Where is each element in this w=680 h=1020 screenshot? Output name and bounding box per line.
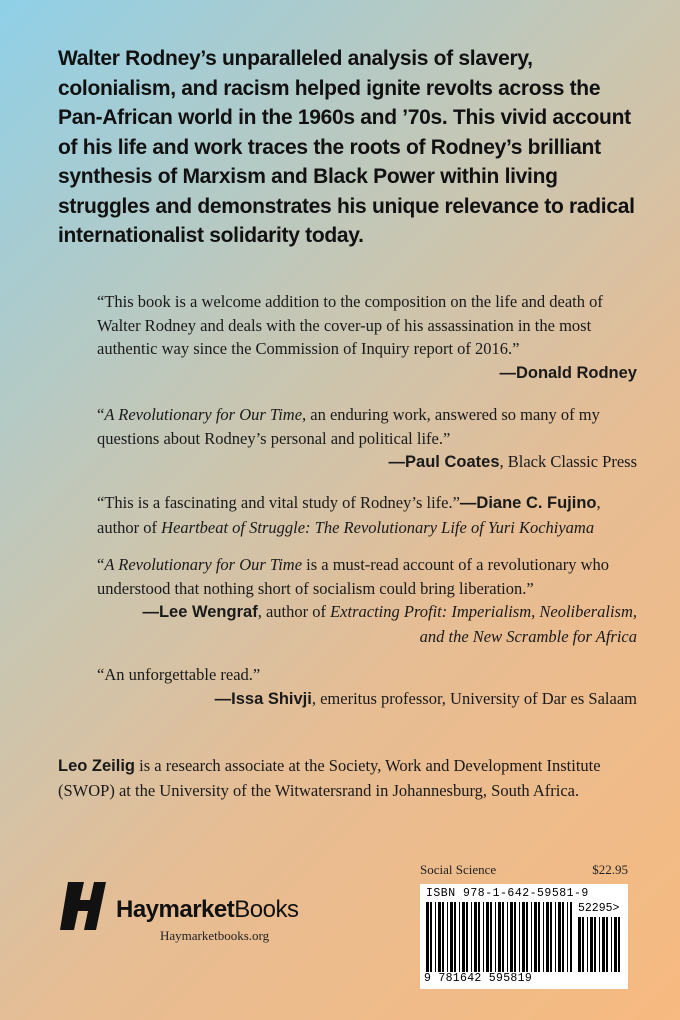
endorsement-lee-wengraf xyxy=(97,553,637,648)
endorsement-paul-coates xyxy=(97,403,637,475)
quote-attribution xyxy=(97,687,637,712)
quote-affiliation: , emeritus professor, University of Dar es Salaam xyxy=(311,688,637,708)
barcode-block xyxy=(420,862,628,990)
author-name: Leo Zeilig xyxy=(58,757,136,775)
author-book-title-cont: and the New Scramble for Africa xyxy=(419,626,637,646)
quote-attribution xyxy=(97,450,637,475)
quote-text: “A Revolutionary for Our Time, an enduring work, answered so many of my questions about Rodney’s personal and political life.” xyxy=(97,405,600,448)
quote-author: —Diane C. Fujino xyxy=(459,494,597,512)
barcode-digits: 9 781642 595819 xyxy=(424,972,533,985)
quote-text: “This is a fascinating and vital study of Rodney’s life.”—Diane C. Fujino, author of Heartbeat of Struggle: The Revolutionary Life of Yuri Kochiyama xyxy=(97,493,601,537)
quote-affiliation: , Black Classic Press xyxy=(499,452,637,471)
book-price: $22.95 xyxy=(592,862,628,877)
endorsement-issa-shivji xyxy=(97,663,637,711)
author-book-title: Heartbeat of Struggle: The Revolutionary Life of Yuri Kochiyama xyxy=(161,517,595,537)
quote-text: “This book is a welcome addition to the composition on the life and death of Walter Rodney and deals with the cover-up of his assassination in the most authentic way since the Commission of Inquiry report of 2016.” xyxy=(97,292,603,358)
haymarket-h-logo xyxy=(58,878,108,934)
quote-author: —Donald Rodney xyxy=(499,363,637,382)
quote-author: —Lee Wengraf xyxy=(142,603,258,621)
author-bio xyxy=(58,754,638,802)
publisher-url: Haymarketbooks.org xyxy=(160,928,270,943)
quote-attribution xyxy=(97,361,637,386)
publisher-name: HaymarketBooks xyxy=(116,896,299,923)
barcode-panel xyxy=(420,884,628,989)
endorsement-donald-rodney xyxy=(97,290,637,385)
back-cover-blurb: Walter Rodney’s unparalleled analysis of slavery, colonialism, and racism helped ignite revolts across the Pan-African world in the 1960s and ’70s. This vivid account of his life and work traces the roots of Rodney’s brilliant synthesis of Marxism and Black Power within living struggles and demonstrates his unique relevance to radical internationalist solidarity today. xyxy=(58,47,635,247)
ean-barcode-graphic xyxy=(426,902,572,972)
endorsement-diane-fujino xyxy=(97,491,637,539)
quote-author: —Paul Coates xyxy=(388,453,500,471)
price-addon-code: 52295> xyxy=(578,902,620,915)
quote-author: —Issa Shivji xyxy=(214,689,312,708)
author-bio-text: is a research associate at the Society, Work and Development Institute (SWOP) at the University of the Witwatersrand in Johannesburg, South Africa. xyxy=(58,756,601,800)
isbn-number: ISBN 978-1-642-59581-9 xyxy=(426,887,589,900)
book-title: A Revolutionary for Our Time xyxy=(104,555,303,574)
book-category: Social Science xyxy=(420,862,497,877)
addon-barcode-graphic xyxy=(578,917,622,972)
book-title: A Revolutionary for Our Time xyxy=(104,405,303,424)
quote-attribution: —Lee Wengraf, author of Extracting Profit: Imperialism, Neoliberalism, xyxy=(142,602,637,621)
quote-text: “A Revolutionary for Our Time is a must-read account of a revolutionary who understood that nothing short of socialism could bring liberation.” xyxy=(97,555,609,598)
quote-text: “An unforgettable read.” xyxy=(97,665,261,684)
publisher-block xyxy=(58,878,338,948)
author-book-title: Extracting Profit: Imperialism, Neoliberalism, xyxy=(330,602,637,621)
